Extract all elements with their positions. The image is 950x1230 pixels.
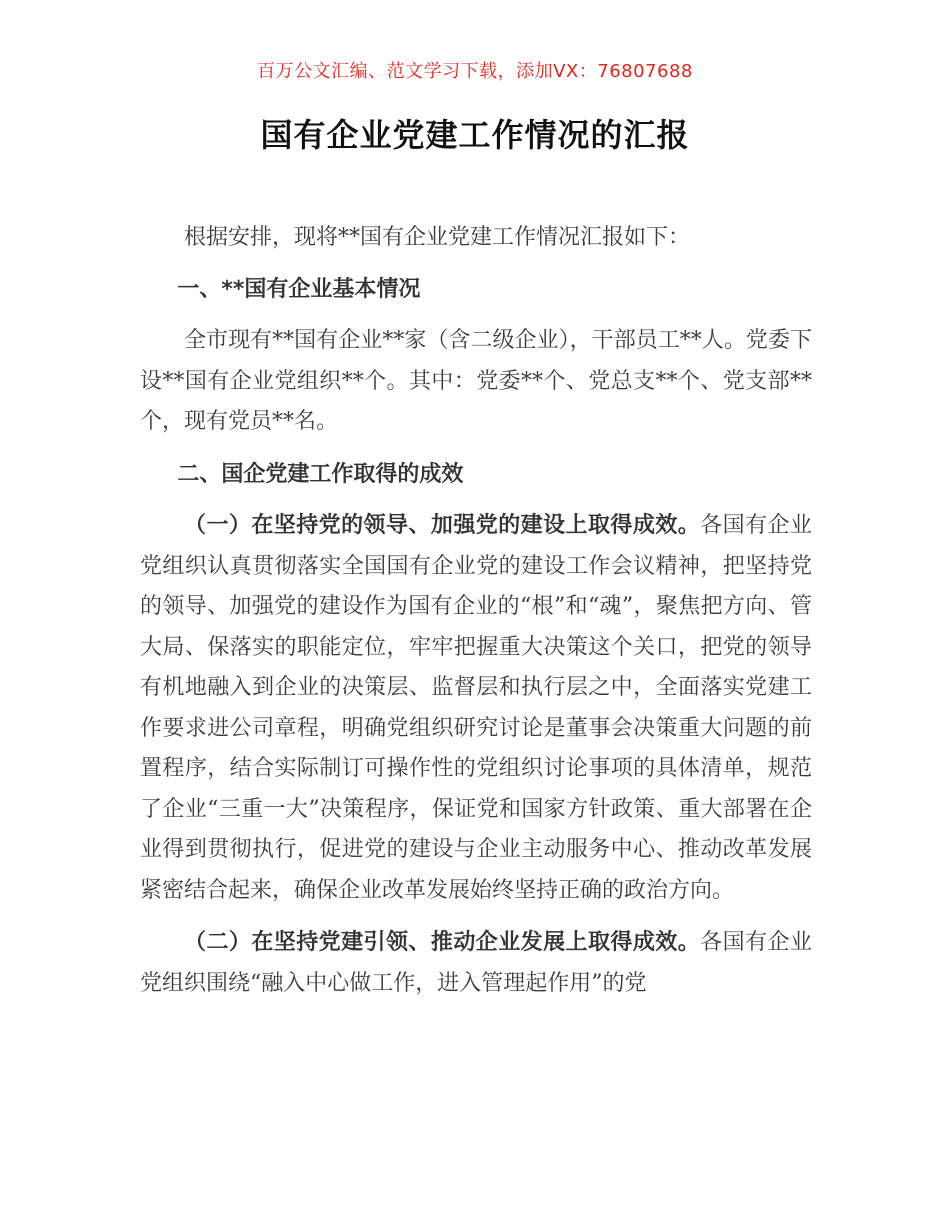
achievement-2-paragraph <box>140 923 812 1004</box>
achievement-2-lead: （二）在坚持党建引领、推动企业发展上取得成效。 <box>184 930 701 955</box>
achievement-1-text: 各国有企业党组织认真贯彻落实全国国有企业党的建设工作会议精神，把坚持党的领导、加强党的建设作为国有企业的“根”和“魂”，聚焦把方向、管大局、保落实的职能定位，牢牢把握重大决策这个关口，把党的领导有机地融入到企业的决策层、监督层和执行层之中，全面落实党建工作要求进公司章程，明确党组织研究讨论是董事会决策重大问题的前置程序，结合实际制订可操作性的党组织讨论事项的具体清单，规范了企业“三重一大”决策程序，保证党和国家方针政策、重大部署在企业得到贯彻执行，促进党的建设与企业主动服务中心、推动改革发展紧密结合起来，确保企业改革发展始终坚持正确的政治方向。 <box>140 513 812 903</box>
watermark-banner: 百万公文汇编、范文学习下载，添加VX：76807688 <box>257 61 693 82</box>
achievement-2-text: 各国有企业党组织围绕“融入中心做工作，进入管理起作用”的党 <box>140 930 812 996</box>
achievement-1-lead: （一）在坚持党的领导、加强党的建设上取得成效。 <box>184 513 701 538</box>
document-title: 国有企业党建工作情况的汇报 <box>260 116 690 154</box>
intro-paragraph: 根据安排，现将**国有企业党建工作情况汇报如下： <box>184 225 691 250</box>
document-body <box>140 218 812 1004</box>
section-2-heading: 二、国企党建工作取得的成效 <box>177 461 464 487</box>
section-1-paragraph: 全市现有**国有企业**家（含二级企业），干部员工**人。党委下设**国有企业党组织**个。其中：党委**个、党总支**个、党支部**个，现有党员**名。 <box>140 328 812 434</box>
section-1-heading: 一、**国有企业基本情况 <box>177 276 421 302</box>
achievement-1-paragraph <box>140 506 812 911</box>
